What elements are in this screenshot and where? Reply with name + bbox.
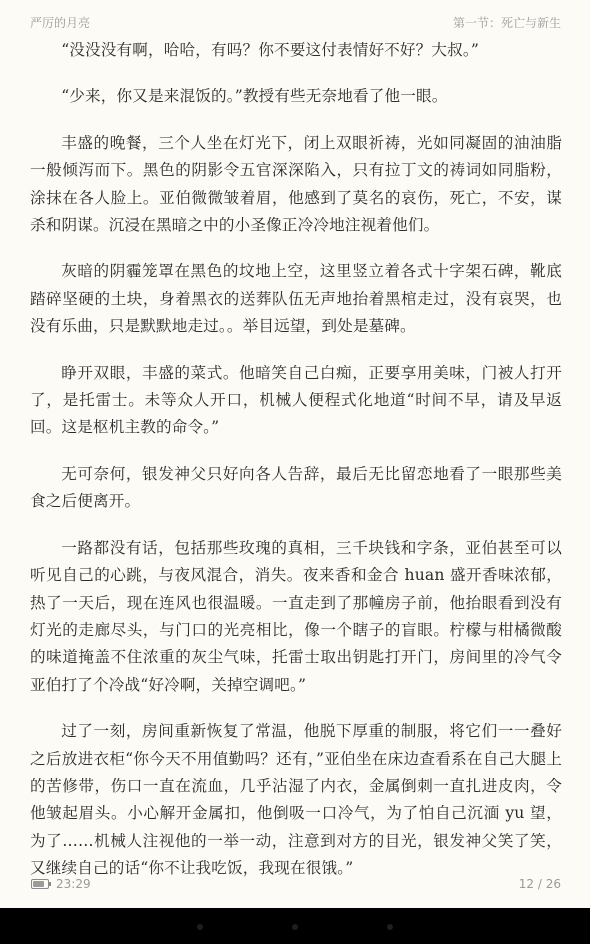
paragraph: “少来，你又是来混饭的。”教授有些无奈地看了他一眼。 xyxy=(61,87,448,106)
page-indicator: 12 / 26 xyxy=(518,877,561,891)
book-title: 严厉的月亮 xyxy=(30,16,91,30)
paragraph: 丰盛的晚餐，三个人坐在灯光下，闭上双眼祈祷，光如同凝固的油油脂一般倾泻而下。黑色的阴影令五官深深陷入，只有拉丁文的祷词如同脂粉，涂抹在各人脸上。亚伯微微皱着眉，他感到了莫名的哀伤，死亡，不安，谋杀和阴谋。沉浸在黑暗之中的小圣像正冷冷地注视着他们。 xyxy=(30,133,562,235)
battery-level-fill xyxy=(33,881,44,887)
chapter-title: 第一节：死亡与新生 xyxy=(452,16,561,30)
paragraph: 过了一刻，房间重新恢复了常温，他脱下厚重的制服，将它们一一叠好之后放进衣柜“你今天不用值勤吗？还有，”亚伯坐在床边查看系在自己大腿上的苦修带，伤口一直在流血，几乎沾湿了内衣，金属倒刺一直扎进皮肉，令他皱起眉头。小心解开金属扣，他倒吸一口冷气，为了怕自己沉湎 yu 望，为了……机械人注视他的一举一动，注意到对方的目光，银发神父笑了笑，又继续自己的话“你不让我吃饭，我现在很饿。” xyxy=(30,722,562,878)
paragraph: 睁开双眼，丰盛的菜式。他暗笑自己白痴，正要享用美味，门被人打开了，是托雷士。未等众人开口，机械人便程式化地道“时间不早，请及早返回。这是枢机主教的命令。” xyxy=(30,363,562,437)
back-nav-icon[interactable] xyxy=(197,924,203,930)
battery-icon xyxy=(31,879,49,889)
chapter-text xyxy=(30,37,562,902)
reader-footer xyxy=(0,872,590,896)
paragraph: 灰暗的阴霾笼罩在黑色的坟地上空，这里竖立着各式十字架石碑，靴底踏碎坚硬的土块，身着黑衣的送葬队伍无声地抬着黑棺走过，没有哀哭，也没有乐曲，只是默默地走过。。举目远望，到处是墓碑。 xyxy=(30,262,562,336)
clock-time: 23:29 xyxy=(56,877,91,891)
paragraph: “没没没有啊，哈哈，有吗？你不要这付表情好不好？大叔。” xyxy=(61,41,479,59)
home-nav-icon[interactable] xyxy=(292,924,298,930)
paragraph: 一路都没有话，包括那些玫瑰的真相，三千块钱和字条，亚伯甚至可以听见自己的心跳，与夜风混合，消失。夜来香和金合 huan 盛开香味浓郁，热了一天后，现在连风也很温暖。一直走到了那幢房子前，他抬眼看到没有灯光的走廊尽头，与门口的光亮相比，像一个瞎子的盲眼。柠檬与柑橘微酸的味道掩盖不住浓重的灰尘气味，托雷士取出钥匙打开门，房间里的冷气令亚伯打了个冷战“好冷啊，关掉空调吧。” xyxy=(30,538,562,694)
system-navigation-bar xyxy=(0,908,590,944)
paragraph: 无可奈何，银发神父只好向各人告辞，最后无比留恋地看了一眼那些美食之后便离开。 xyxy=(30,464,562,511)
recents-nav-icon[interactable] xyxy=(387,924,393,930)
reader-header xyxy=(0,0,590,36)
